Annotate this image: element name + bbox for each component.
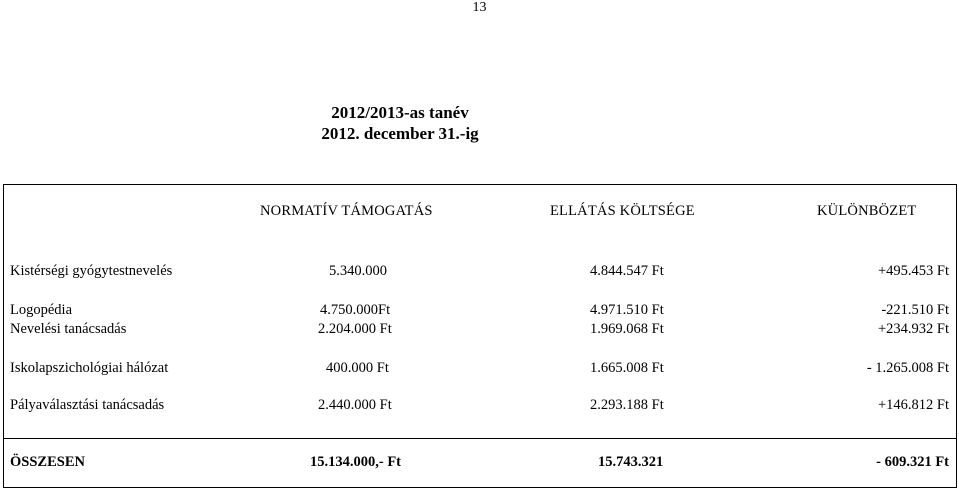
title-school-year: 2012/2013-as tanév xyxy=(331,103,469,122)
row-label: Pályaválasztási tanácsadás xyxy=(10,397,165,413)
table-border-right xyxy=(956,184,957,488)
page-number: 13 xyxy=(472,0,487,15)
row-kulonbozet: +495.453 Ft xyxy=(877,263,949,279)
budget-table xyxy=(3,184,957,488)
row-normativ: 5.340.000 xyxy=(329,263,387,279)
row-label: Iskolapszichológiai hálózat xyxy=(10,360,169,376)
row-label: Logopédia xyxy=(10,302,73,318)
row-normativ: 2.204.000 Ft xyxy=(318,321,392,337)
row-label: Kistérségi gyógytestnevelés xyxy=(10,263,173,279)
header-ellatas: ELLÁTÁS KÖLTSÉGE xyxy=(550,203,695,219)
row-normativ: 2.440.000 Ft xyxy=(318,397,392,413)
total-label: ÖSSZESEN xyxy=(10,454,85,470)
row-kulonbozet: -221.510 Ft xyxy=(881,302,949,318)
title-date: 2012. december 31.-ig xyxy=(321,124,479,143)
total-ellatas: 15.743.321 xyxy=(598,454,664,470)
row-ellatas: 2.293.188 Ft xyxy=(590,397,664,413)
header-normativ: NORMATÍV TÁMOGATÁS xyxy=(260,203,433,219)
table-border-bottom xyxy=(3,487,957,488)
row-ellatas: 4.971.510 Ft xyxy=(590,302,664,318)
table-border-left xyxy=(3,184,4,488)
row-ellatas: 1.969.068 Ft xyxy=(590,321,664,337)
total-normativ: 15.134.000,- Ft xyxy=(310,454,402,470)
row-kulonbozet: +234.932 Ft xyxy=(877,321,949,337)
row-normativ: 400.000 Ft xyxy=(326,360,389,376)
row-kulonbozet: - 1.265.008 Ft xyxy=(866,360,949,376)
row-label: Nevelési tanácsadás xyxy=(10,321,127,337)
row-kulonbozet: +146.812 Ft xyxy=(877,397,949,413)
header-kulonbozet: KÜLÖNBÖZET xyxy=(817,203,917,219)
table-border-top xyxy=(3,184,957,185)
table-divider-total xyxy=(3,438,957,439)
total-kulonbozet: - 609.321 Ft xyxy=(876,454,949,470)
row-normativ: 4.750.000Ft xyxy=(320,302,391,318)
row-ellatas: 1.665.008 Ft xyxy=(590,360,664,376)
row-ellatas: 4.844.547 Ft xyxy=(590,263,664,279)
